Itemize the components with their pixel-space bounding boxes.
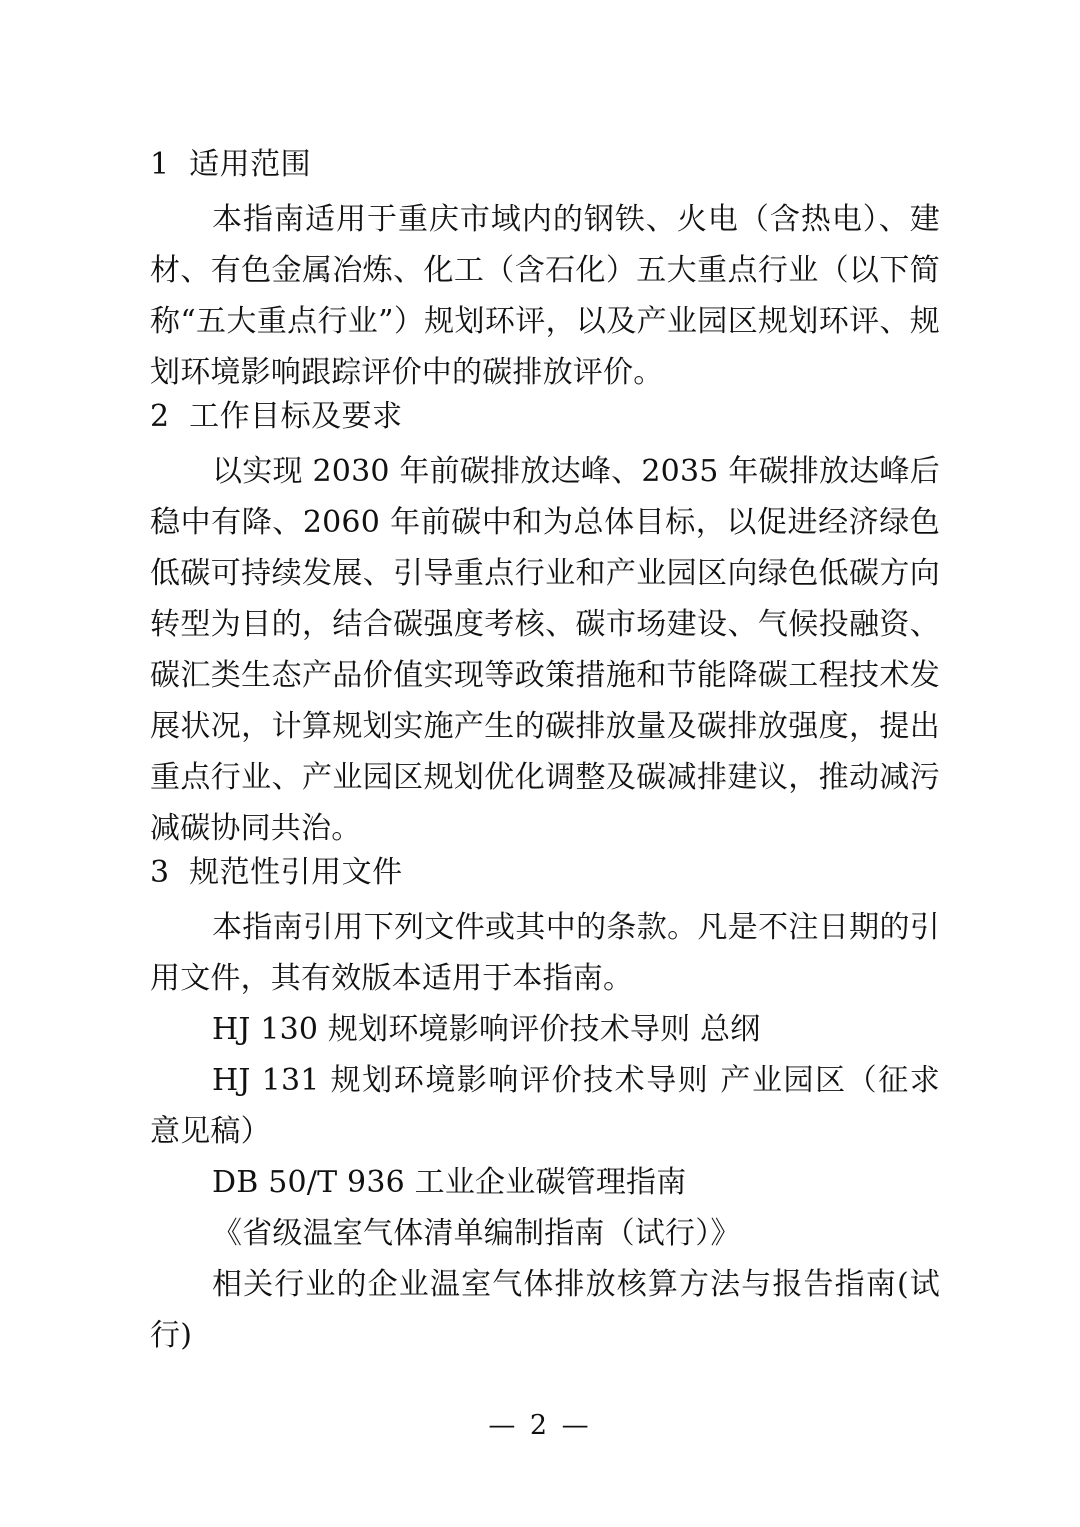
section-heading-1 <box>150 147 940 182</box>
section-number-1: 1 <box>150 147 170 182</box>
reference-item: HJ 131 规划环境影响评价技术导则 产业园区（征求意见稿） <box>150 1063 940 1149</box>
reference-item: 《省级温室气体清单编制指南（试行）》 <box>212 1216 741 1251</box>
section-2-paragraph-1: 以实现 2030 年前碳排放达峰、2035 年碳排放达峰后稳中有降、2060 年前碳中和为总体目标，以促进经济绿色低碳可持续发展、引导重点行业和产业园区向绿色低碳方向转型为目的，结合碳强度考核、碳市场建设、气候投融资、碳汇类生态产品价值实现等政策措施和节能降碳工程技术发展状况，计算规划实施产生的碳排放量及碳排放强度，提出重点行业、产业园区规划优化调整及碳减排建议，推动减污减碳协同共治。 <box>150 454 940 846</box>
section-1-paragraph-1: 本指南适用于重庆市域内的钢铁、火电（含热电）、建材、有色金属冶炼、化工（含石化）五大重点行业（以下简称“五大重点行业”）规划环评，以及产业园区规划环评、规划环境影响跟踪评价中的碳排放评价。 <box>150 202 940 390</box>
page-footer: — 2 — <box>488 1410 592 1441</box>
page-content <box>150 147 940 1361</box>
section-3-paragraph-1: 本指南引用下列文件或其中的条款。凡是不注日期的引用文件，其有效版本适用于本指南。 <box>150 910 940 996</box>
section-title-2: 工作目标及要求 <box>189 399 403 434</box>
section-number-2: 2 <box>150 399 170 434</box>
reference-item: 相关行业的企业温室气体排放核算方法与报告指南(试行) <box>150 1267 940 1353</box>
reference-item: DB 50/T 936 工业企业碳管理指南 <box>212 1165 687 1200</box>
section-title-1: 适用范围 <box>189 147 312 182</box>
section-number-3: 3 <box>150 855 170 890</box>
section-heading-2 <box>150 399 940 434</box>
section-heading-3 <box>150 855 940 890</box>
section-title-3: 规范性引用文件 <box>189 855 403 890</box>
reference-item: HJ 130 规划环境影响评价技术导则 总纲 <box>212 1012 761 1047</box>
